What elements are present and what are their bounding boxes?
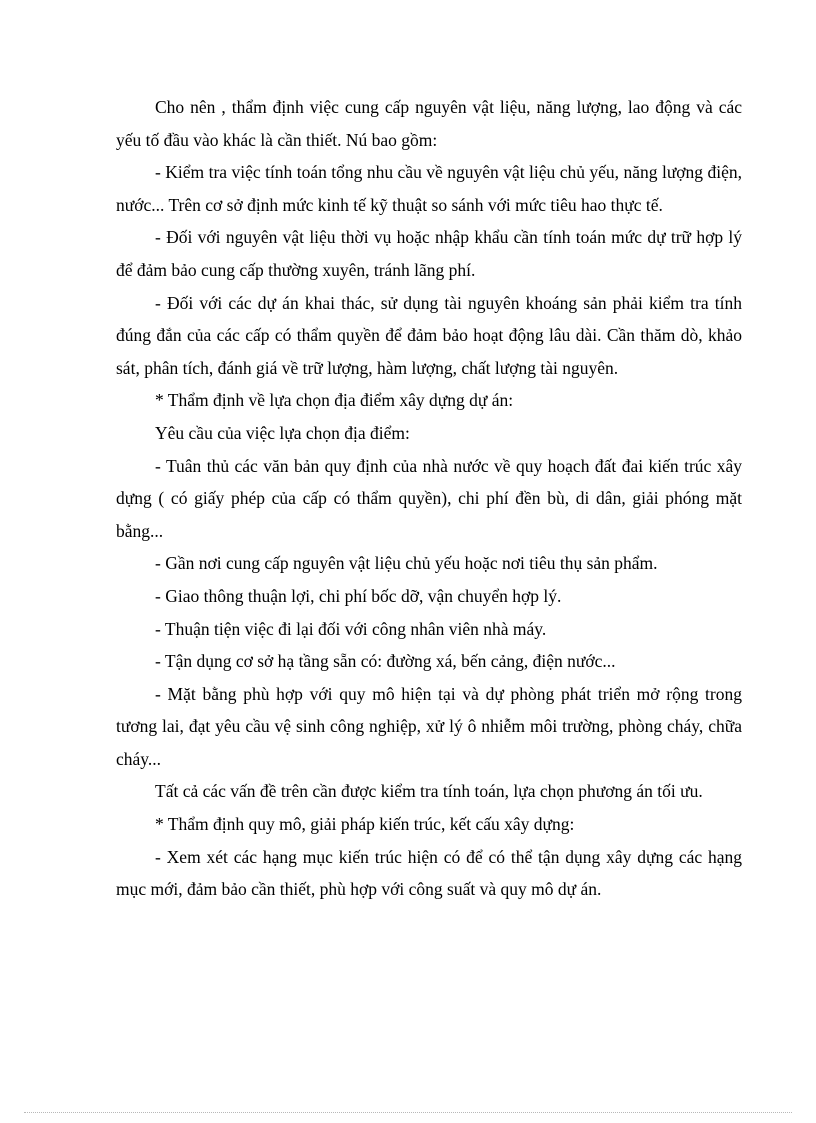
- paragraph-bullet-site-suitability: - Mặt bằng phù hợp với quy mô hiện tại và dự phòng phát triển mở rộng trong tương lai, đạt yêu cầu vệ sinh công nghiệp, xử lý ô nhiễm môi trường, phòng cháy, chữa cháy...: [116, 683, 742, 769]
- paragraph-bullet-infrastructure: - Tận dụng cơ sở hạ tầng sẵn có: đường xá, bến cảng, điện nước...: [155, 651, 616, 672]
- paragraph-intro: Cho nên , thẩm định việc cung cấp nguyên vật liệu, năng lượng, lao động và các yếu tố đầu vào khác là cần thiết. Nú bao gồm:: [116, 97, 742, 150]
- document-body: [116, 91, 742, 906]
- paragraph-summary: Tất cả các vấn đề trên cần được kiểm tra tính toán, lựa chọn phương án tối ưu.: [155, 781, 703, 802]
- paragraph-bullet-commute: - Thuận tiện việc đi lại đối với công nhân viên nhà máy.: [155, 618, 547, 639]
- paragraph-bullet-seasonal-materials: - Đối với nguyên vật liệu thời vụ hoặc nhập khẩu cần tính toán mức dự trữ hợp lý để đảm bảo cung cấp thường xuyên, tránh lãng phí.: [116, 227, 742, 280]
- paragraph-bullet-regulations: - Tuân thủ các văn bản quy định của nhà nước về quy hoạch đất đai kiến trúc xây dựng ( có giấy phép của cấp có thẩm quyền), chi phí đền bù, di dân, giải phóng mặt bằng...: [116, 455, 742, 541]
- paragraph-bullet-transport: - Giao thông thuận lợi, chi phí bốc dỡ, vận chuyển hợp lý.: [155, 585, 562, 606]
- heading-architecture-appraisal: * Thẩm định quy mô, giải pháp kiến trúc, kết cấu xây dựng:: [155, 814, 575, 835]
- paragraph-location-requirements: Yêu cầu của việc lựa chọn địa điểm:: [155, 422, 410, 443]
- paragraph-bullet-existing-items: - Xem xét các hạng mục kiến trúc hiện có để có thể tận dụng xây dựng các hạng mục mới, đảm bảo cần thiết, phù hợp với công suất và quy mô dự án.: [116, 846, 742, 900]
- paragraph-bullet-material-demand: - Kiểm tra việc tính toán tổng nhu cầu về nguyên vật liệu chủ yếu, năng lượng điện, nước... Trên cơ sở định mức kinh tế kỹ thuật so sánh với mức tiêu hao thực tế.: [116, 162, 742, 215]
- page-bottom-divider: [24, 1112, 792, 1113]
- heading-location-appraisal: * Thẩm định về lựa chọn địa điểm xây dựng dự án:: [155, 390, 514, 411]
- paragraph-bullet-mining-projects: - Đối với các dự án khai thác, sử dụng tài nguyên khoáng sản phải kiểm tra tính đúng đắn của các cấp có thẩm quyền để đảm bảo hoạt động lâu dài. Cần thăm dò, khảo sát, phân tích, đánh giá về trữ lượng, hàm lượng, chất lượng tài nguyên.: [116, 292, 742, 378]
- paragraph-bullet-near-supply: - Gần nơi cung cấp nguyên vật liệu chủ yếu hoặc nơi tiêu thụ sản phẩm.: [155, 553, 658, 574]
